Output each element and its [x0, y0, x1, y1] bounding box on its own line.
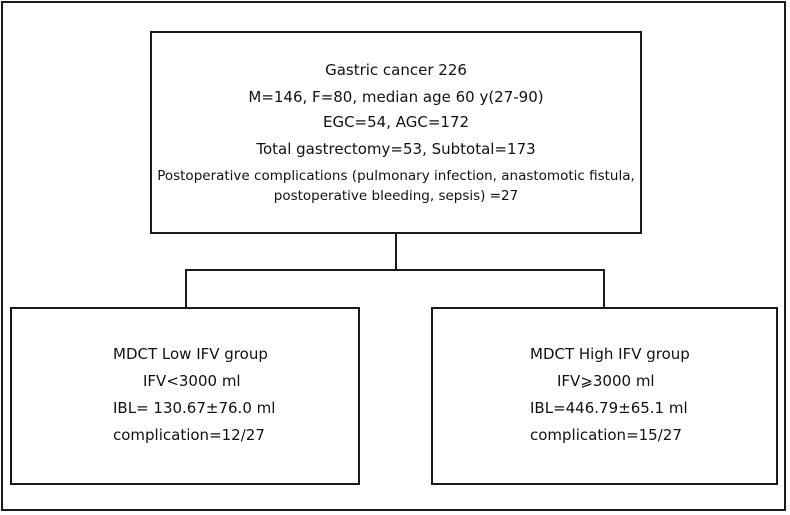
connector-horizontal	[185, 269, 605, 271]
left-box-ifv: IFV<3000 ml	[143, 372, 241, 390]
top-box-demographics: M=146, F=80, median age 60 y(27-90)	[248, 88, 544, 106]
left-box-complication: complication=12/27	[113, 426, 265, 444]
connector-right-drop	[603, 269, 605, 308]
right-box-complication: complication=15/27	[530, 426, 682, 444]
right-box-title: MDCT High IFV group	[530, 345, 690, 363]
top-box-complications-line2: postoperative bleeding, sepsis) =27	[273, 188, 519, 204]
left-box-ibl: IBL= 130.67±76.0 ml	[113, 399, 276, 417]
right-box-ibl: IBL=446.79±65.1 ml	[530, 399, 688, 417]
top-box-complications-line1: Postoperative complications (pulmonary infection, anastomotic fistula,	[157, 168, 635, 184]
left-box	[10, 307, 360, 485]
right-box-ifv: IFV⩾3000 ml	[557, 372, 655, 390]
top-box-cancer-stage: EGC=54, AGC=172	[322, 113, 470, 131]
right-box	[431, 307, 778, 485]
top-box-title: Gastric cancer 226	[325, 61, 467, 79]
top-box-gastrectomy: Total gastrectomy=53, Subtotal=173	[256, 140, 536, 158]
left-box-title: MDCT Low IFV group	[113, 345, 268, 363]
connector-left-drop	[185, 269, 187, 308]
connector-vertical-top	[395, 234, 397, 271]
